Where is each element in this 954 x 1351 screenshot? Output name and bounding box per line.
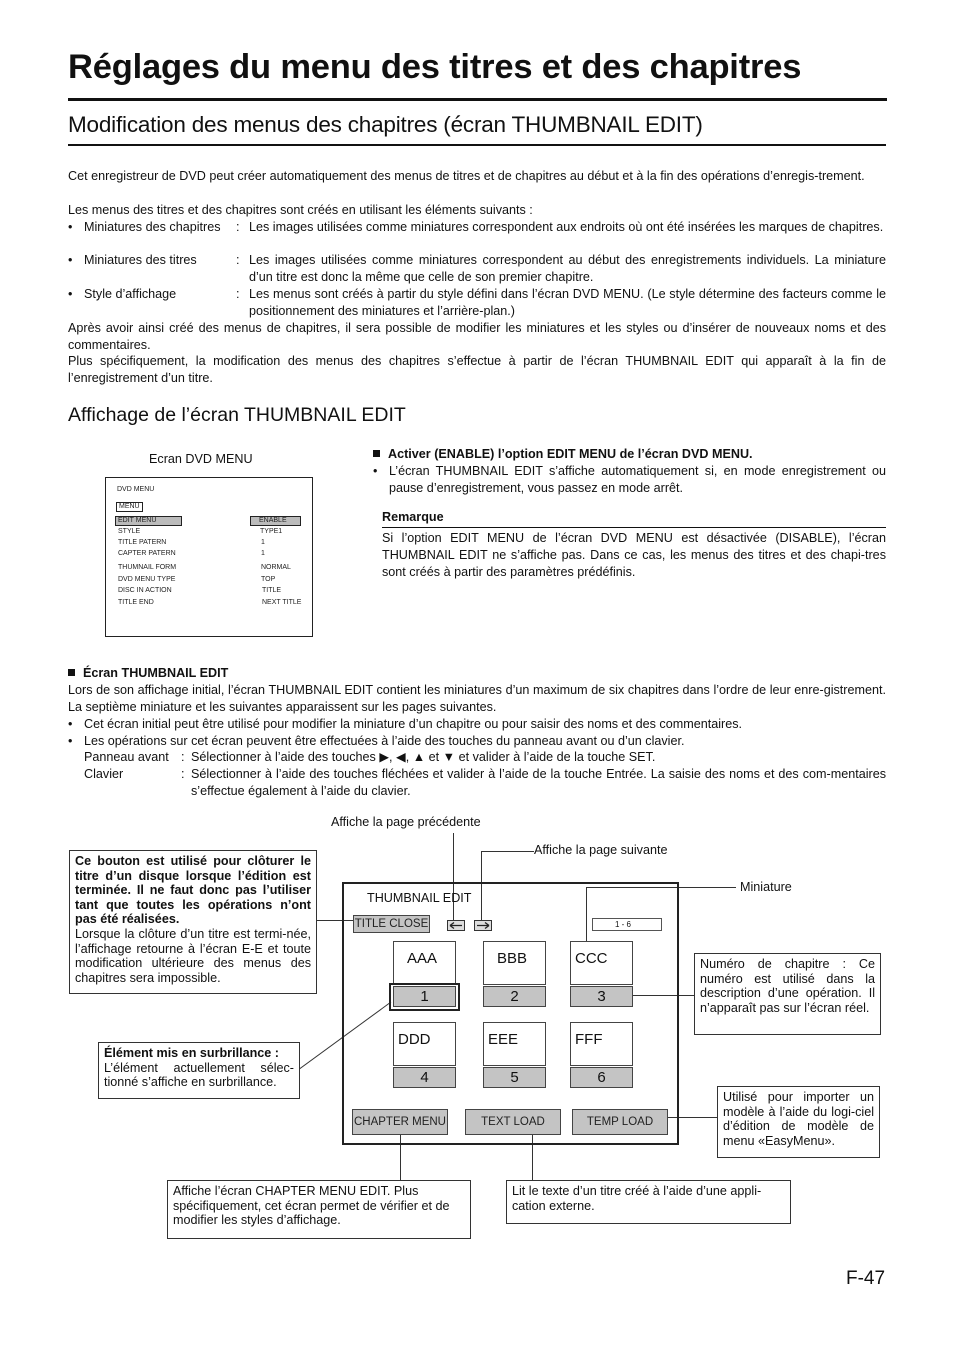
- remark-rule: [382, 527, 886, 528]
- thumbnail-name: FFF: [575, 1031, 603, 1048]
- intro-item-style: • Style d’affichage : Les menus sont créés à partir du style défini dans l’écran DVD MENU. (Le style détermine des facteurs comme le positionnement des miniatures et l’arrière-plan.): [68, 287, 886, 318]
- thumbnail-fff[interactable]: [570, 1022, 633, 1066]
- temp-load-button[interactable]: TEMP LOAD: [572, 1109, 668, 1135]
- item-definition: Les menus sont créés à partir du style défini dans l’écran DVD MENU. (Le style détermine des facteurs comme le positionnement des miniatures et l’arrière-plan.): [249, 287, 886, 318]
- title-rule: [68, 98, 887, 101]
- thumbnail-name: AAA: [407, 950, 438, 967]
- dvd-menu-row-value: NORMAL: [261, 564, 291, 571]
- dvd-menu-header: DVD MENU: [117, 486, 155, 493]
- thumb-bullet-2: • Les opérations sur cet écran peuvent être effectuées à l’aide des touches du panneau avant ou d’un clavier.: [68, 733, 886, 750]
- enable-note-heading: [373, 446, 893, 463]
- callout-highlight-text: L’élément actuellement sélec-tionné s’affiche en surbrillance.: [104, 1060, 294, 1090]
- thumbnail-ccc[interactable]: [570, 941, 633, 985]
- panel-term: Panneau avant: [84, 750, 169, 764]
- intro-paragraph-4: Plus spécifiquement, la modification des menus des chapitres s’effectue à partir de l’écran THUMBNAIL EDIT qui apparaît à la fin de l’enregistrement d’un titre.: [68, 354, 886, 385]
- text-load-button[interactable]: TEXT LOAD: [465, 1109, 561, 1135]
- callout-title-close-text: Lorsque la clôture d’un titre est termi-née, l’affichage retourne à l’écran E-E et toute modification ultérieure des menus des chapitres sera impossible.: [75, 926, 311, 985]
- screen-title: THUMBNAIL EDIT: [367, 891, 472, 905]
- dvd-menu-row-label: EDIT MENU: [118, 517, 157, 524]
- intro-paragraph-1: Cet enregistreur de DVD peut créer automatiquement des menus de titres et de chapitres au début et à la fin des opérations d’enregis-trement.: [68, 169, 865, 183]
- section-subtitle: Modification des menus des chapitres (écran THUMBNAIL EDIT): [68, 112, 703, 137]
- callout-chapter-menu: Affiche l’écran CHAPTER MENU EDIT. Plus spécifiquement, cet écran permet de vérifier et de modifier les styles d’affichage.: [167, 1180, 471, 1239]
- dvd-menu-row-value: TITLE: [262, 587, 282, 594]
- chapter-number: 3: [570, 986, 633, 1007]
- thumbnail-name: EEE: [488, 1031, 519, 1048]
- intro-paragraph-2: Les menus des titres et des chapitres sont créés en utilisant les éléments suivants :: [68, 203, 533, 217]
- thumb-bullet-1: • Cet écran initial peut être utilisé pour modifier la miniature d’un chapitre ou pour saisir des noms et des commentaires.: [68, 716, 886, 733]
- dvd-menu-row-value: TOP: [261, 576, 276, 583]
- dvd-menu-row-label: TITLE PATERN: [118, 539, 167, 546]
- callout-highlight-bold: Élément mis en surbrillance :: [104, 1046, 279, 1060]
- thumbnail-eee[interactable]: [483, 1022, 546, 1066]
- leader-line: [481, 851, 534, 852]
- chapter-number: 1: [393, 986, 456, 1007]
- thumb-section-heading: [68, 665, 228, 682]
- page-title: Réglages du menu des titres et des chapitres: [68, 48, 802, 86]
- panel-def: Sélectionner à l’aide des touches ▶, ◀, ▲ et ▼ et valider à l’aide de la touche SET.: [191, 750, 656, 764]
- thumbnail-name: BBB: [497, 950, 528, 967]
- item-term: Miniatures des chapitres: [84, 220, 221, 234]
- square-bullet-icon: [373, 450, 380, 457]
- clavier-row: Clavier : Sélectionner à l’aide des touches fléchées et valider à l’aide de la touche Entrée. La saisie des noms et des com-mentaires s’effectue également à l’aide du clavier.: [84, 767, 886, 798]
- chapter-menu-button[interactable]: CHAPTER MENU: [352, 1109, 448, 1135]
- thumbnail-aaa[interactable]: [393, 941, 456, 985]
- page-number: F-47: [846, 1268, 886, 1289]
- label-prev-page: Affiche la page précédente: [331, 815, 481, 829]
- square-bullet-icon: [68, 669, 75, 676]
- dvd-menu-row-value: ENABLE: [259, 517, 287, 524]
- item-term: Style d’affichage: [84, 287, 177, 301]
- dvd-menu-row-label: THUMNAIL FORM: [118, 564, 177, 571]
- thumb-bullet-1-text: Cet écran initial peut être utilisé pour modifier la miniature d’un chapitre ou pour saisir des noms et des commentaires.: [84, 717, 742, 731]
- enable-note-bullet-text: L’écran THUMBNAIL EDIT s’affiche automatiquement si, en mode enregistrement ou pause d’enregistrement, vous passez en mode arrêt.: [389, 464, 886, 495]
- dvd-menu-row-label: CAPTER PATERN: [118, 550, 176, 557]
- dvd-menu-caption: Ecran DVD MENU: [149, 452, 253, 466]
- dvd-menu-tag: MENU: [116, 502, 143, 512]
- label-next-page: Affiche la page suivante: [534, 843, 668, 857]
- arrow-left-icon: [448, 921, 464, 930]
- item-definition: Les images utilisées comme miniatures correspondent au début des enregistrements individuels. La miniature d’un titre est donc la même que celle de son premier chapitre.: [249, 253, 886, 284]
- dvd-menu-row-value: 1: [261, 550, 265, 557]
- chapter-number: 6: [570, 1067, 633, 1088]
- thumbnail-name: DDD: [398, 1031, 431, 1048]
- prev-page-button[interactable]: [447, 920, 465, 931]
- intro-item-titles: • Miniatures des titres : Les images utilisées comme miniatures correspondent au début des enregistrements individuels. La miniature d’un titre est donc la même que celle de son premier chapitre.: [68, 253, 886, 284]
- thumb-section-paragraph: Lors de son affichage initial, l’écran THUMBNAIL EDIT contient les miniatures d’un maximum de six chapitres dans l’ordre de leur enre-gistrement. La septième miniature et les suivantes apparaissent sur les pages suivantes.: [68, 683, 886, 714]
- dvd-menu-row-label: DVD MENU TYPE: [118, 576, 176, 583]
- callout-title-close-bold: Ce bouton est utilisé pour clôturer le titre d’un disque lorsque l’édition est terminée. Il ne faut donc pas l’utiliser tant que toutes les opérations n’ont pas été réalisées.: [75, 854, 311, 927]
- enable-note-heading-text: Activer (ENABLE) l’option EDIT MENU de l’écran DVD MENU.: [388, 447, 753, 461]
- thumbnail-bbb[interactable]: [483, 941, 546, 985]
- thumb-bullet-2-text: Les opérations sur cet écran peuvent être effectuées à l’aide des touches du panneau avant ou d’un clavier.: [84, 734, 685, 748]
- title-close-button[interactable]: TITLE CLOSE: [353, 915, 430, 933]
- item-term: Miniatures des titres: [84, 253, 197, 267]
- label-miniature: Miniature: [740, 880, 792, 894]
- item-definition: Les images utilisées comme miniatures correspondent aux endroits où ont été insérées les marques de chapitres.: [249, 220, 884, 234]
- kbd-term: Clavier: [84, 767, 124, 781]
- callout-chapter-number: Numéro de chapitre : Ce numéro est utilisé dans la description d’une opération. Il n’apparaît pas sur l’écran réel.: [694, 953, 881, 1035]
- intro-paragraph-3: Après avoir ainsi créé des menus de chapitres, il sera possible de modifier les miniatures et les styles ou d’insérer de nouveaux noms et des commentaires.: [68, 321, 886, 352]
- dvd-menu-row-label: TITLE END: [118, 599, 154, 606]
- chapter-number: 4: [393, 1067, 456, 1088]
- chapter-number: 5: [483, 1067, 546, 1088]
- intro-item-chapters: • Miniatures des chapitres : Les images utilisées comme miniatures correspondent aux endroits où ont été insérées les marques de chapitres.: [68, 219, 886, 236]
- callout-title-close: [69, 850, 317, 994]
- thumb-section-heading-text: Écran THUMBNAIL EDIT: [83, 666, 229, 680]
- dvd-menu-row-value: TYPE1: [260, 528, 283, 535]
- dvd-menu-screen: [105, 477, 313, 637]
- remark-text: Si l’option EDIT MENU de l’écran DVD MENU est désactivée (DISABLE), l’écran THUMBNAIL EDIT ne s’affiche pas. Dans ce cas, les menus des titres et des chapi-tres sont créés à partir des paramètres prédéfinis.: [382, 531, 886, 579]
- dvd-menu-row-label: STYLE: [118, 528, 141, 535]
- thumbnail-name: CCC: [575, 950, 608, 967]
- dvd-menu-row-value: 1: [261, 539, 265, 546]
- thumbnail-ddd[interactable]: [393, 1022, 456, 1066]
- next-page-button[interactable]: [474, 920, 492, 931]
- remark-title: Remarque: [382, 510, 444, 524]
- panel-avant-row: Panneau avant : Sélectionner à l’aide des touches ▶, ◀, ▲ et ▼ et valider à l’aide de la touche SET.: [84, 749, 886, 766]
- thumbnail-edit-screen: [342, 882, 679, 1145]
- subtitle-rule: [68, 144, 886, 146]
- dvd-menu-row-label: DISC IN ACTION: [118, 587, 172, 594]
- section-heading: Affichage de l’écran THUMBNAIL EDIT: [68, 404, 406, 426]
- dvd-menu-row-value: NEXT TITLE: [262, 599, 302, 606]
- callout-text-load: Lit le texte d’un titre créé à l’aide d’une appli-cation externe.: [506, 1180, 791, 1224]
- kbd-def: Sélectionner à l’aide des touches fléchées et valider à l’aide de la touche Entrée. La saisie des noms et des com-mentaires s’effectue également à l’aide du clavier.: [191, 767, 886, 798]
- enable-note-bullet: • L’écran THUMBNAIL EDIT s’affiche automatiquement si, en mode enregistrement ou pause d’enregistrement, vous passez en mode arrêt.: [373, 464, 886, 495]
- chapter-number: 2: [483, 986, 546, 1007]
- callout-highlight: [98, 1042, 300, 1099]
- callout-temp-load: Utilisé pour importer un modèle à l’aide du logi-ciel d’édition de modèle de menu «EasyMenu».: [717, 1086, 880, 1158]
- page-indicator: 1 - 6: [592, 918, 662, 931]
- arrow-right-icon: [475, 921, 491, 930]
